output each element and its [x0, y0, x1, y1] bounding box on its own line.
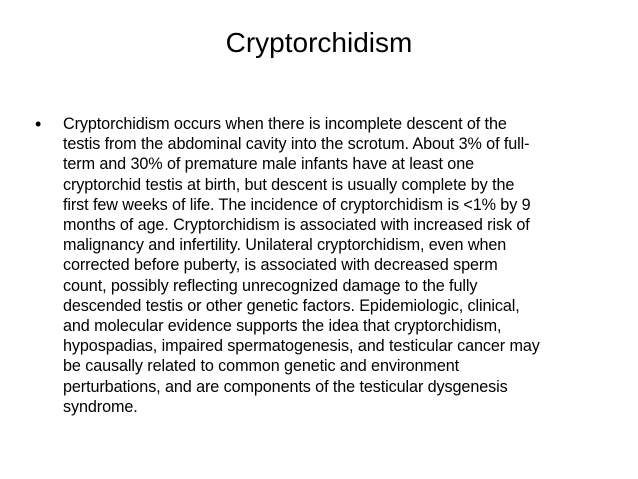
- bullet-line: malignancy and infertility. Unilateral cryptorchidism, even when: [63, 236, 507, 255]
- bullet-line: perturbations, and are components of the testicular dysgenesis: [63, 377, 508, 396]
- bullet-line: hypospadias, impaired spermatogenesis, and testicular cancer may: [63, 337, 540, 356]
- bullet-item: [35, 114, 605, 417]
- bullet-paragraph: [63, 114, 605, 417]
- bullet-line: term and 30% of premature male infants have at least one: [63, 155, 475, 174]
- bullet-line: testis from the abdominal cavity into the scrotum. About 3% of full-: [63, 135, 530, 154]
- bullet-line: first few weeks of life. The incidence of cryptorchidism is <1% by 9: [63, 195, 531, 214]
- bullet-line: corrected before puberty, is associated with decreased sperm: [63, 256, 498, 275]
- bullet-line: count, possibly reflecting unrecognized damage to the fully: [63, 276, 478, 295]
- bullet-line: syndrome.: [63, 397, 138, 416]
- slide-title: Cryptorchidism: [225, 27, 413, 58]
- bullet-line: and molecular evidence supports the idea that cryptorchidism,: [63, 317, 502, 336]
- bullet-line: cryptorchid testis at birth, but descent is usually complete by the: [63, 175, 515, 194]
- bullet-line: Cryptorchidism occurs when there is incomplete descent of the: [63, 115, 507, 133]
- bullet-line: be causally related to common genetic and environment: [63, 357, 460, 376]
- bullet-line: descended testis or other genetic factors. Epidemiologic, clinical,: [63, 296, 520, 315]
- bullet-marker: •: [35, 114, 42, 134]
- bullet-line: months of age. Cryptorchidism is associated with increased risk of: [63, 216, 530, 235]
